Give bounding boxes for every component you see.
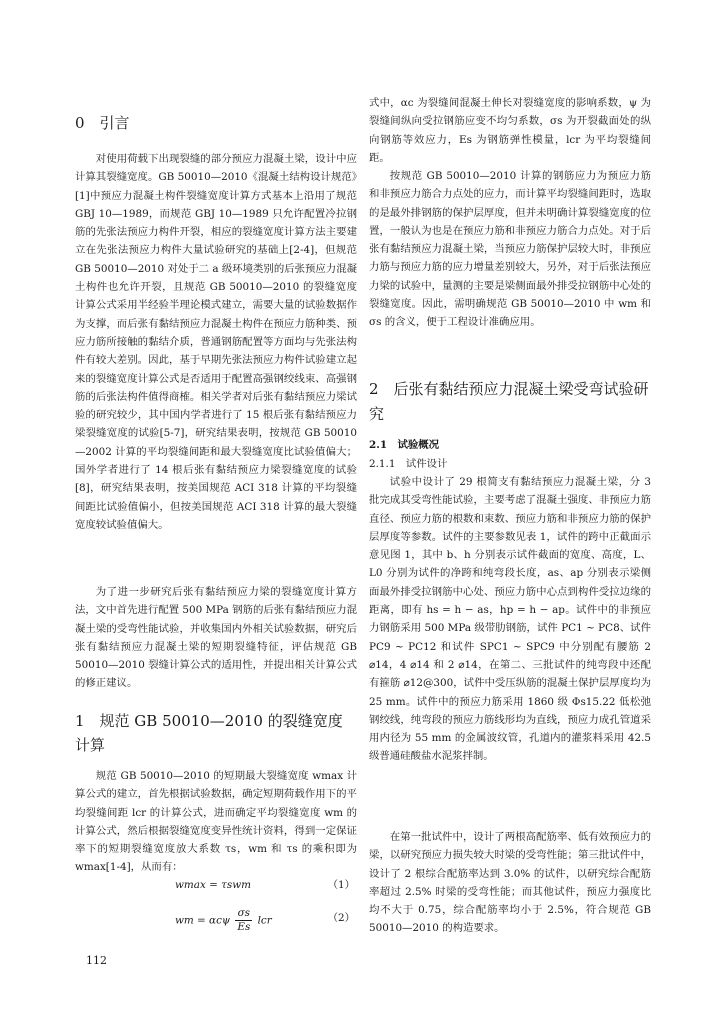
specimen-design-paragraph-2: 在第一批试件中，设计了两根高配筋率、低有效预应力的梁，以研究预应力损失较大时梁的受弯性能；第三批试件中，设计了 2 根综合配筋率达到 3.0% 的试件，以研究综合配筋率超过 2.5% 时梁的受弯性能；而其他试件，预应力强度比均不大于 0.75，综合配筋率均小于 2.5%，符合规范 GB 50010—2010 的构造要求。 xyxy=(369,831,651,935)
equation-2-lhs: wm = αcψ xyxy=(175,914,231,927)
subsection-2-1-heading: 2.1 试验概况 xyxy=(369,439,440,451)
equation-2-fraction xyxy=(235,907,252,934)
section-0-heading: 0 引言 xyxy=(75,114,130,132)
equation-1 xyxy=(75,874,357,896)
section-2-heading: 2 后张有黏结预应力混凝土梁受弯试验研究 xyxy=(369,380,649,423)
subsection-2-1-1-heading: 2.1.1 试件设计 xyxy=(369,458,448,470)
stress-definition-paragraph: 按规范 GB 50010—2010 计算的钢筋应力为预应力筋和非预应力筋合力点处的应力，而计算平均裂缝间距时，选取的是最外排钢筋的保护层厚度，但并未明确计算裂缝宽度的位置，一般认为也是在预应力筋和非预应力筋合力点处。对于后张有黏结预应力混凝土梁，当预应力筋保护层较大时，非预应力筋与预应力筋的应力增量差别较大，另外，对于后张法预应力梁的试验中，量测的主要是梁侧面最外排受拉钢筋中心处的裂缝宽度。因此，需明确规范 GB 50010—2010 中 wm 和 σs 的含义，便于工程设计准确应用。 xyxy=(369,170,651,329)
equation-2-number: （2） xyxy=(327,912,355,924)
intro-paragraph-1: 对使用荷载下出现裂缝的部分预应力混凝土梁，设计中应计算其裂缝宽度。GB 50010—2010《混凝土结构设计规范》[1]中预应力混凝土构件裂缝宽度计算方式基本上沿用了规范 GBJ 10—1989，而规范 GBJ 10—1989 只允许配置冷拉钢筋的先张法预应力构件开裂，相应的裂缝宽度计算方法主要建立在先张法预应力构件大量试验研究的基础上[2-4]，但规范 GB 50010—2010 对处于二 a 级环境类别的后张预应力混凝土构件也允许开裂，且规范 GB 50010—2010 的裂缝宽度计算公式采用半经验半理论模式建立，需要大量的试验数据作为支撑，而后张有黏结预应力混凝土构件在预应力筋种类、预应力筋所接触的黏结介质，普通钢筋配置等方面均与先张法构件有较大差别。因此，基于早期先张法预应力构件试验建立起来的裂缝宽度计算公式是否适用于配置高强钢绞线束、高强钢筋的后张法构件值得商榷。相关学者对后张有黏结预应力梁试验的研究较少，其中国内学者进行了 15 根后张有黏结预应力梁裂缝宽度的试验[5-7]，研究结果表明，按规范 GB 50010—2002 计算的平均裂缝间距和最大裂缝宽度比试验值偏大；国外学者进行了 14 根后张有黏结预应力梁裂缝宽度的试验[8]，研究结果表明，按美国规范 ACI 318 计算的平均裂缝间距比试验值偏小，但按美国规范 ACI 318 计算的最大裂缝宽度较试验值偏大。 xyxy=(75,153,357,531)
symbol-definitions-paragraph: 式中，αc 为裂缝间混凝土伸长对裂缝宽度的影响系数，ψ 为裂缝间纵向受拉钢筋应变不均匀系数，σs 为开裂截面处的纵向钢筋等效应力，Es 为钢筋弹性模量，lcr 为平均裂缝间距。 xyxy=(369,97,651,164)
page-number: 112 xyxy=(86,954,107,967)
intro-paragraph-2: 为了进一步研究后张有黏结预应力梁的裂缝宽度计算方法，文中首先进行配置 500 MPa 钢筋的后张有黏结预应力混凝土梁的受弯性能试验，并收集国内外相关试验数据，研究后张有黏结预应力混凝土梁的短期裂缝特征，评估规范 GB 50010—2010 裂缝计算公式的适用性，并提出相关计算公式的修正建议。 xyxy=(75,586,357,690)
section-1-paragraph-1: 规范 GB 50010—2010 的短期最大裂缝宽度 wmax 计算公式的建立，首先根据试验数据，确定短期荷载作用下的平均裂缝间距 lcr 的计算公式，进而确定平均裂缝宽度 wm 的计算公式，然后根据裂缝宽度变异性统计资料，得到一定保证率下的短期裂缝宽度放大系数 τs，wm 和 τs 的乘积即为 wmax[1-4]，从而有： xyxy=(75,770,357,874)
equation-2-numerator: σs xyxy=(235,907,252,921)
equation-1-formula: wmax = τswm xyxy=(175,879,251,891)
equation-2-denominator: Es xyxy=(237,921,251,933)
equation-2-tail: lcr xyxy=(257,914,272,927)
equation-1-number: （1） xyxy=(327,879,355,891)
specimen-design-paragraph-1: 试验中设计了 29 根简支有黏结预应力混凝土梁，分 3 批完成其受弯性能试验，主要考虑了混凝土强度、非预应力筋直径、预应力筋的根数和束数、预应力筋和非预应力筋的保护层厚度等参数。试件的主要参数见表 1，试件的跨中正截面示意见图 1，其中 b、h 分别表示试件截面的宽度、高度，L、L0 分别为试件的净跨和纯弯段长度，as、ap 分别表示梁侧面最外排受拉钢筋中心处、预应力筋中心点到构件受拉边缘的距离，即有 hs = h − as，hp = h − ap。试件中的非预应力钢筋采用 500 MPa 级带肋钢筋，试件 PC1 ~ PC8、试件 PC9 ~ PC12 和试件 SPC1 ~ SPC9 中分别配有腰筋 2 ⌀14，4 ⌀14 和 2 ⌀14，在第二、三批试件的纯弯段中还配有箍筋 ⌀12@300，试件中受压纵筋的混凝土保护层厚度均为 25 mm。试件中的预应力筋采用 1860 级 Φs15.22 低松弛钢绞线，纯弯段的预应力筋线形均为直线，预应力成孔管道采用内径为 55 mm 的金属波纹管，孔道内的灌浆料采用 42.5 级普通硅酸盐水泥浆拌制。 xyxy=(369,476,651,763)
section-1-heading: 1 规范 GB 50010—2010 的裂缝宽度计算 xyxy=(75,712,343,754)
equation-2 xyxy=(75,898,357,938)
